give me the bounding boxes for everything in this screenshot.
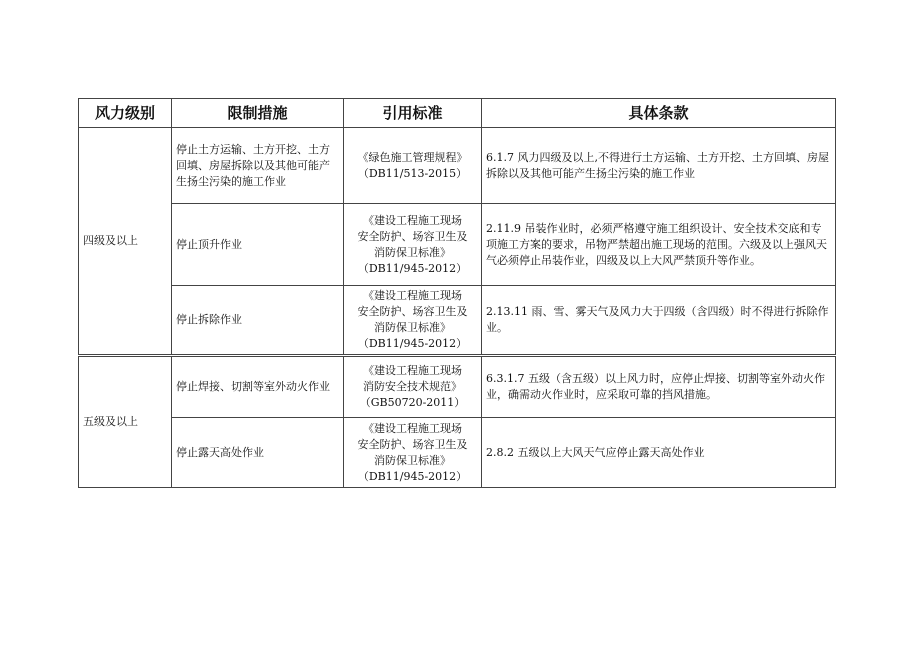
header-measure: 限制措施 [172, 99, 344, 128]
table-row [79, 128, 836, 204]
header-standard: 引用标准 [344, 99, 482, 128]
clause-cell: 2.13.11 雨、雪、雾天气及风力大于四级（含四级）时不得进行拆除作业。 [482, 286, 836, 356]
measure-cell: 停止顶升作业 [172, 204, 344, 286]
clause-cell: 6.3.1.7 五级（含五级）以上风力时，应停止焊接、切割等室外动火作业，确需动火作业时，应采取可靠的挡风措施。 [482, 356, 836, 418]
wind-level-cell: 五级及以上 [79, 356, 172, 488]
header-clause: 具体条款 [482, 99, 836, 128]
measure-cell: 停止焊接、切割等室外动火作业 [172, 356, 344, 418]
wind-restriction-table [78, 98, 836, 488]
measure-cell: 停止露天高处作业 [172, 418, 344, 488]
table-row [79, 204, 836, 286]
clause-cell: 2.11.9 吊装作业时，必须严格遵守施工组织设计、安全技术交底和专项施工方案的要求，吊物严禁超出施工现场的范围。六级及以上强风天气必须停止吊装作业，四级及以上大风严禁顶升等作业。 [482, 204, 836, 286]
table-row [79, 418, 836, 488]
measure-cell: 停止土方运输、土方开挖、土方回填、房屋拆除以及其他可能产生扬尘污染的施工作业 [172, 128, 344, 204]
standard-cell: 《建设工程施工现场 安全防护、场容卫生及 消防保卫标准》 （DB11/945-2012） [344, 204, 482, 286]
header-row [79, 99, 836, 128]
table-row [79, 286, 836, 356]
header-wind-level: 风力级别 [79, 99, 172, 128]
wind-level-cell: 四级及以上 [79, 128, 172, 356]
table-row [79, 356, 836, 418]
clause-cell: 6.1.7 风力四级及以上,不得进行土方运输、土方开挖、土方回填、房屋拆除以及其他可能产生扬尘污染的施工作业 [482, 128, 836, 204]
standard-cell: 《建设工程施工现场 安全防护、场容卫生及 消防保卫标准》 （DB11/945-2012） [344, 418, 482, 488]
standard-cell: 《建设工程施工现场 安全防护、场容卫生及 消防保卫标准》 （DB11/945-2012） [344, 286, 482, 356]
clause-cell: 2.8.2 五级以上大风天气应停止露天高处作业 [482, 418, 836, 488]
standard-cell: 《建设工程施工现场 消防安全技术规范》 （GB50720-2011） [344, 356, 482, 418]
measure-cell: 停止拆除作业 [172, 286, 344, 356]
standard-cell: 《绿色施工管理规程》 （DB11/513-2015） [344, 128, 482, 204]
